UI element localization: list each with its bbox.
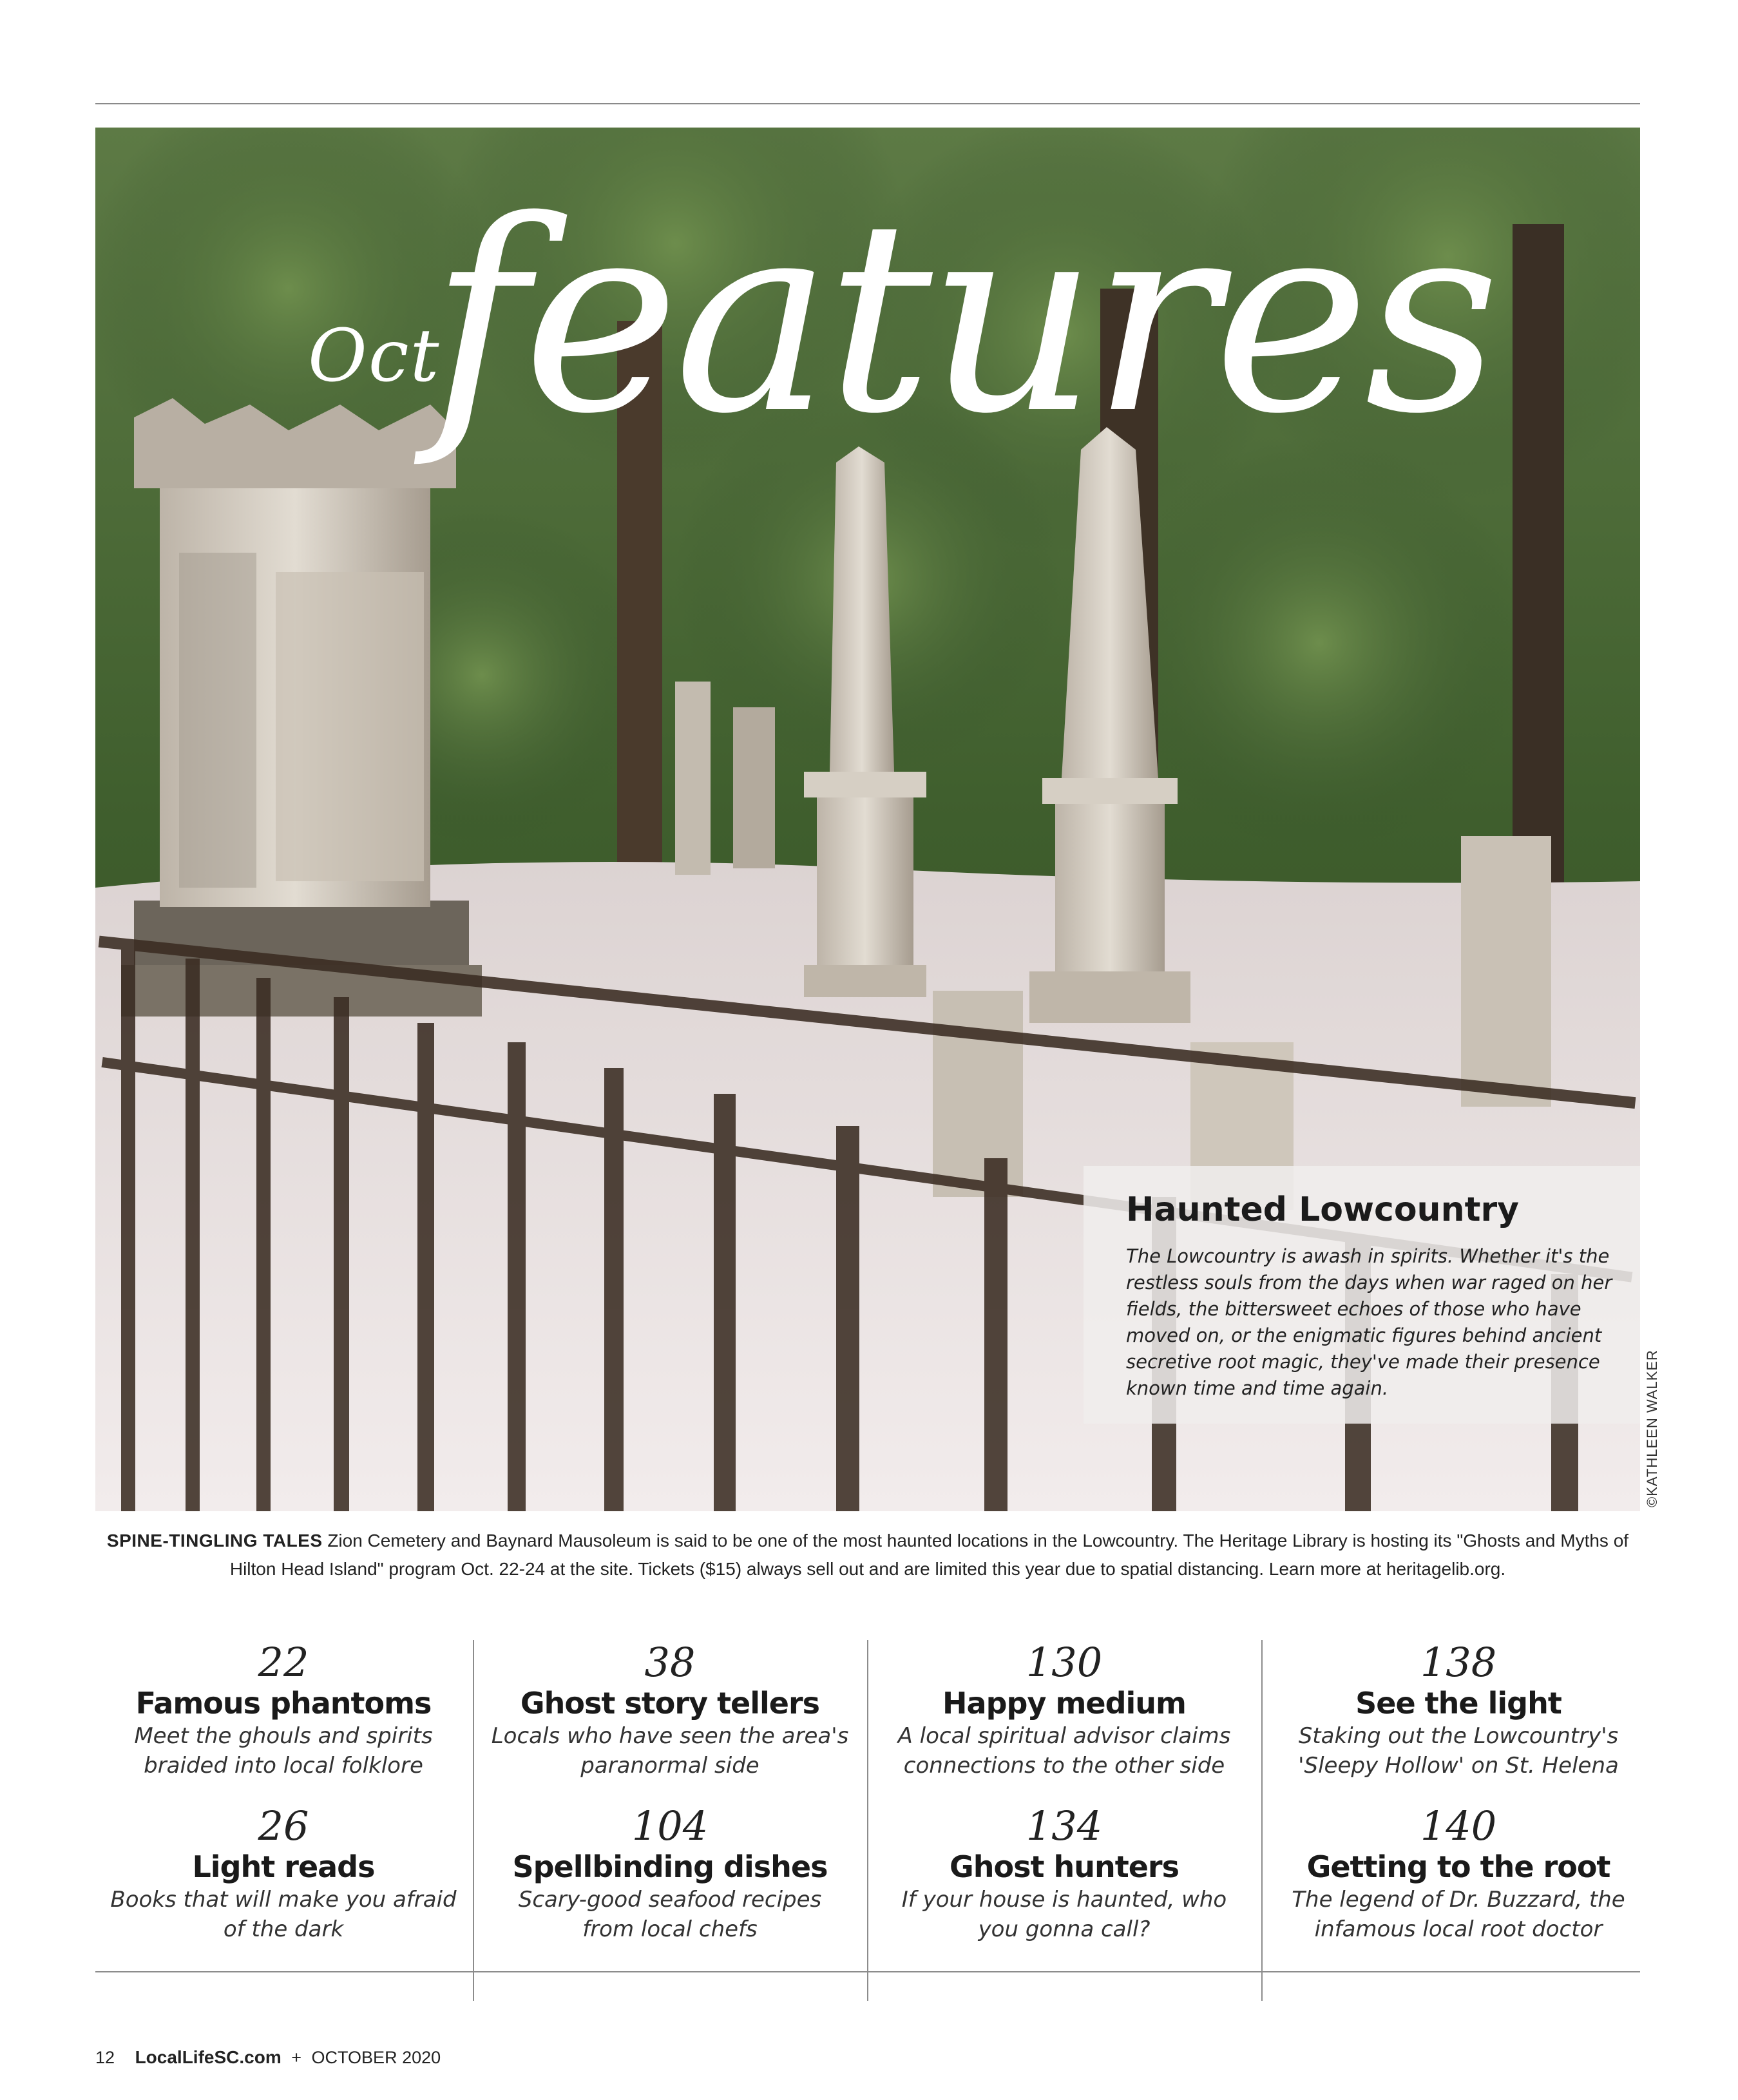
toc-description: The legend of Dr. Buzzard, the infamous local root doctor bbox=[1292, 1887, 1625, 1942]
column-divider bbox=[473, 1640, 474, 2001]
toc-item[interactable] bbox=[490, 1640, 850, 1780]
toc-description: Staking out the Lowcountry's 'Sleepy Hollow' on St. Helena bbox=[1298, 1723, 1619, 1779]
feature-heading: Haunted Lowcountry bbox=[1126, 1190, 1519, 1229]
photo-caption bbox=[95, 1527, 1640, 1583]
caption-text: Zion Cemetery and Baynard Mausoleum is said to be one of the most haunted locations in the Lowcountry. The Heritage Library is hosting its "Ghosts and Myths of Hilton Head Island" program Oct. 22-24 at the site. Tickets ($15) always sell out and are limited this year due to spatial distancing. Learn more at heritagelib.org. bbox=[229, 1531, 1629, 1579]
photo-credit: ©KATHLEEN WALKER bbox=[1644, 1350, 1660, 1507]
footer-separator: + bbox=[291, 2048, 302, 2067]
issue-date: OCTOBER 2020 bbox=[311, 2048, 441, 2067]
toc-item[interactable] bbox=[884, 1804, 1245, 1944]
toc-title: Light reads bbox=[192, 1849, 375, 1884]
toc-page-number: 130 bbox=[1026, 1639, 1103, 1686]
title-features: features bbox=[430, 164, 1495, 472]
title-month: Oct bbox=[308, 314, 441, 398]
toc-page-number: 38 bbox=[644, 1639, 696, 1686]
toc-item[interactable] bbox=[103, 1640, 464, 1780]
toc-item[interactable] bbox=[884, 1640, 1245, 1780]
site-link[interactable]: LocalLifeSC.com bbox=[135, 2047, 282, 2067]
toc-description: Scary-good seafood recipes from local chefs bbox=[518, 1887, 822, 1942]
table-of-contents bbox=[95, 1640, 1640, 2001]
feature-callout bbox=[1084, 1166, 1640, 1424]
toc-title: Famous phantoms bbox=[135, 1686, 432, 1721]
caption-lead: SPINE-TINGLING TALES bbox=[106, 1531, 323, 1551]
top-rule bbox=[95, 103, 1640, 104]
toc-title: Ghost story tellers bbox=[520, 1686, 820, 1721]
toc-description: Books that will make you afraid of the dark bbox=[110, 1887, 457, 1942]
toc-description: Locals who have seen the area's paranormal side bbox=[491, 1723, 849, 1779]
toc-item[interactable] bbox=[490, 1804, 850, 1944]
toc-title: Spellbinding dishes bbox=[512, 1849, 828, 1884]
column-divider bbox=[1261, 1640, 1263, 2001]
section-title bbox=[95, 128, 1640, 643]
page-footer bbox=[95, 2047, 441, 2068]
toc-item[interactable] bbox=[1278, 1804, 1639, 1944]
toc-item[interactable] bbox=[1278, 1640, 1639, 1780]
toc-item[interactable] bbox=[103, 1804, 464, 1944]
toc-page-number: 140 bbox=[1420, 1802, 1497, 1849]
toc-description: If your house is haunted, who you gonna call? bbox=[901, 1887, 1227, 1942]
toc-page-number: 22 bbox=[258, 1639, 309, 1686]
hero-photo bbox=[95, 128, 1640, 1511]
toc-page-number: 134 bbox=[1026, 1802, 1103, 1849]
toc-title: Getting to the root bbox=[1306, 1849, 1610, 1884]
page-number: 12 bbox=[95, 2048, 115, 2067]
toc-page-number: 138 bbox=[1420, 1639, 1497, 1686]
toc-description: A local spiritual advisor claims connections to the other side bbox=[897, 1723, 1231, 1779]
column-divider bbox=[867, 1640, 868, 2001]
toc-page-number: 26 bbox=[258, 1802, 309, 1849]
bottom-rule bbox=[95, 1971, 1640, 1972]
toc-title: Ghost hunters bbox=[950, 1849, 1179, 1884]
toc-title: Happy medium bbox=[942, 1686, 1186, 1721]
toc-description: Meet the ghouls and spirits braided into local folklore bbox=[134, 1723, 433, 1779]
feature-body: The Lowcountry is awash in spirits. Whether it's the restless souls from the days when war raged on her fields, the bittersweet echoes of those who have moved on, or the enigmatic figures behind ancient secretive root magic, they've made their presence known time and time again. bbox=[1126, 1245, 1612, 1399]
toc-title: See the light bbox=[1355, 1686, 1561, 1721]
toc-page-number: 104 bbox=[631, 1802, 709, 1849]
